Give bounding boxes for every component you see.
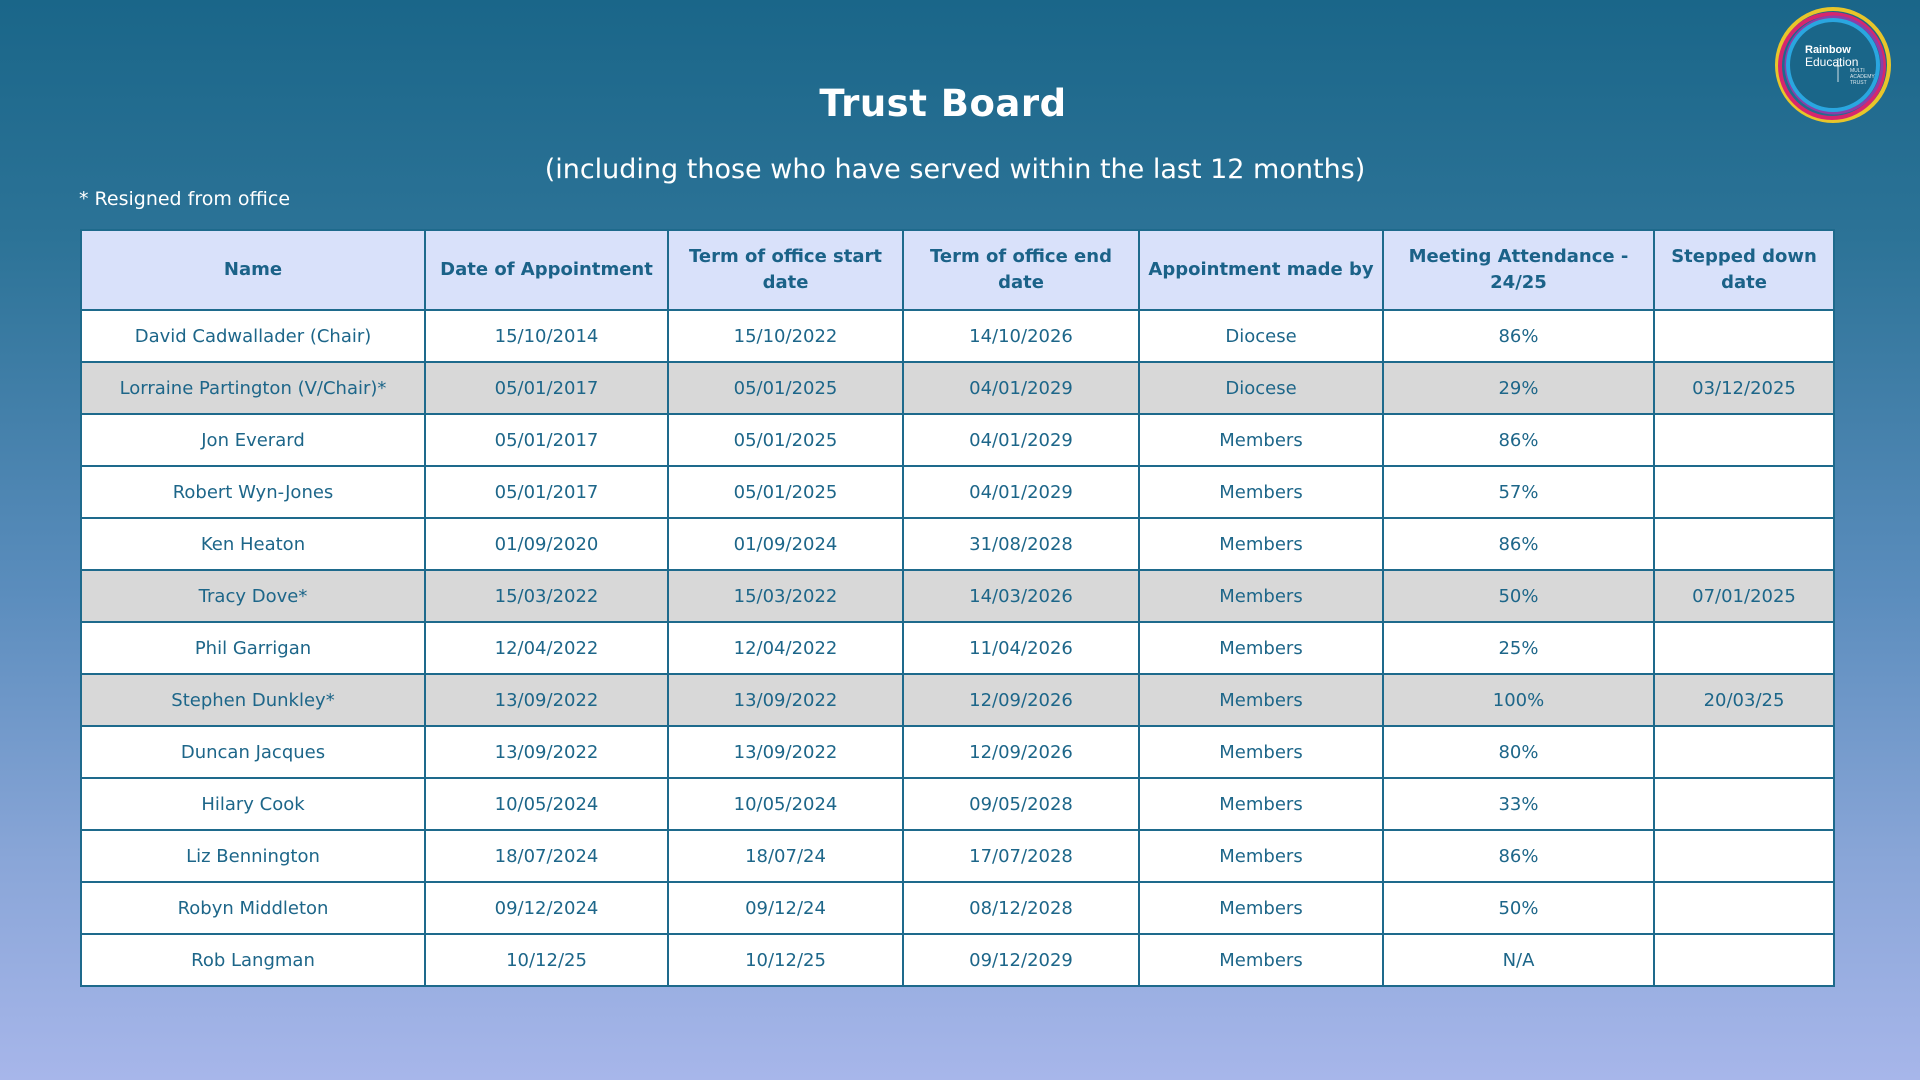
cell-appointed-by: Diocese [1139, 310, 1383, 362]
cell-name: Tracy Dove* [81, 570, 425, 622]
cell-name: Lorraine Partington (V/Chair)* [81, 362, 425, 414]
cell-attendance: 80% [1383, 726, 1654, 778]
cell-term-start: 18/07/24 [668, 830, 903, 882]
cell-term-end: 04/01/2029 [903, 414, 1139, 466]
table-row [81, 882, 1834, 934]
cell-attendance: 33% [1383, 778, 1654, 830]
cell-attendance: 25% [1383, 622, 1654, 674]
cell-stepped-down [1654, 882, 1834, 934]
cell-stepped-down [1654, 518, 1834, 570]
table-row [81, 518, 1834, 570]
cell-term-start: 12/04/2022 [668, 622, 903, 674]
table-row [81, 570, 1834, 622]
cell-term-start: 15/03/2022 [668, 570, 903, 622]
cell-appointed-by: Members [1139, 934, 1383, 986]
cell-stepped-down: 03/12/2025 [1654, 362, 1834, 414]
cell-stepped-down [1654, 778, 1834, 830]
cell-term-start: 05/01/2025 [668, 414, 903, 466]
table-row [81, 466, 1834, 518]
cell-stepped-down [1654, 622, 1834, 674]
table-row [81, 622, 1834, 674]
cell-term-end: 12/09/2026 [903, 726, 1139, 778]
cell-stepped-down [1654, 466, 1834, 518]
cell-date-of-appointment: 01/09/2020 [425, 518, 668, 570]
cell-term-end: 04/01/2029 [903, 362, 1139, 414]
cell-term-start: 05/01/2025 [668, 362, 903, 414]
logo-line-3b: ACADEMY [1850, 74, 1875, 80]
cell-term-start: 10/05/2024 [668, 778, 903, 830]
table-row [81, 674, 1834, 726]
column-header-name: Name [81, 230, 425, 310]
column-header-term-end: Term of office end date [903, 230, 1139, 310]
cell-term-start: 13/09/2022 [668, 674, 903, 726]
column-header-term-start: Term of office start date [668, 230, 903, 310]
cell-name: Hilary Cook [81, 778, 425, 830]
cell-date-of-appointment: 05/01/2017 [425, 362, 668, 414]
cell-attendance: 86% [1383, 518, 1654, 570]
table-row [81, 934, 1834, 986]
cell-name: Jon Everard [81, 414, 425, 466]
cell-date-of-appointment: 18/07/2024 [425, 830, 668, 882]
resigned-footnote: * Resigned from office [79, 188, 291, 210]
column-header-stepped-down: Stepped down date [1654, 230, 1834, 310]
cell-appointed-by: Members [1139, 570, 1383, 622]
cell-date-of-appointment: 05/01/2017 [425, 414, 668, 466]
table-body [81, 310, 1834, 986]
cell-attendance: 100% [1383, 674, 1654, 726]
cell-appointed-by: Members [1139, 674, 1383, 726]
cell-term-end: 12/09/2026 [903, 674, 1139, 726]
page-title: Trust Board [819, 82, 1067, 125]
cell-attendance: 86% [1383, 310, 1654, 362]
cell-appointed-by: Members [1139, 622, 1383, 674]
cell-date-of-appointment: 12/04/2022 [425, 622, 668, 674]
table-row [81, 726, 1834, 778]
cell-term-end: 11/04/2026 [903, 622, 1139, 674]
page-subtitle: (including those who have served within the last 12 months) [544, 154, 1366, 185]
cell-term-end: 14/03/2026 [903, 570, 1139, 622]
column-header-date-of-appointment: Date of Appointment [425, 230, 668, 310]
cell-attendance: 50% [1383, 882, 1654, 934]
cell-term-end: 31/08/2028 [903, 518, 1139, 570]
cell-term-start: 09/12/24 [668, 882, 903, 934]
cell-attendance: 57% [1383, 466, 1654, 518]
cell-date-of-appointment: 13/09/2022 [425, 726, 668, 778]
cell-term-end: 14/10/2026 [903, 310, 1139, 362]
cell-stepped-down [1654, 830, 1834, 882]
cell-date-of-appointment: 13/09/2022 [425, 674, 668, 726]
logo-line-3c: TRUST [1850, 80, 1867, 86]
cell-appointed-by: Diocese [1139, 362, 1383, 414]
cell-appointed-by: Members [1139, 518, 1383, 570]
cell-date-of-appointment: 15/03/2022 [425, 570, 668, 622]
logo-line-3a: MULTI [1850, 68, 1865, 74]
cell-term-start: 13/09/2022 [668, 726, 903, 778]
cell-date-of-appointment: 15/10/2014 [425, 310, 668, 362]
cell-attendance: 86% [1383, 830, 1654, 882]
cell-attendance: 86% [1383, 414, 1654, 466]
column-header-appointed-by: Appointment made by [1139, 230, 1383, 310]
cell-term-end: 09/12/2029 [903, 934, 1139, 986]
cell-date-of-appointment: 10/05/2024 [425, 778, 668, 830]
column-header-attendance: Meeting Attendance - 24/25 [1383, 230, 1654, 310]
cell-appointed-by: Members [1139, 882, 1383, 934]
cell-appointed-by: Members [1139, 830, 1383, 882]
cell-term-end: 04/01/2029 [903, 466, 1139, 518]
trust-board-table [80, 229, 1835, 987]
table-row [81, 778, 1834, 830]
cell-term-end: 08/12/2028 [903, 882, 1139, 934]
cell-stepped-down [1654, 934, 1834, 986]
cell-name: Stephen Dunkley* [81, 674, 425, 726]
cell-attendance: N/A [1383, 934, 1654, 986]
cell-attendance: 50% [1383, 570, 1654, 622]
cell-date-of-appointment: 10/12/25 [425, 934, 668, 986]
cell-appointed-by: Members [1139, 726, 1383, 778]
cell-stepped-down: 07/01/2025 [1654, 570, 1834, 622]
cell-stepped-down [1654, 726, 1834, 778]
cell-attendance: 29% [1383, 362, 1654, 414]
cell-term-start: 10/12/25 [668, 934, 903, 986]
cell-term-end: 17/07/2028 [903, 830, 1139, 882]
cell-name: Robyn Middleton [81, 882, 425, 934]
cell-stepped-down: 20/03/25 [1654, 674, 1834, 726]
cell-stepped-down [1654, 414, 1834, 466]
table-row [81, 830, 1834, 882]
logo-line-2: Education [1805, 55, 1859, 69]
cell-name: Ken Heaton [81, 518, 425, 570]
table-row [81, 362, 1834, 414]
cell-appointed-by: Members [1139, 466, 1383, 518]
cell-name: Duncan Jacques [81, 726, 425, 778]
cell-stepped-down [1654, 310, 1834, 362]
logo-text [1805, 44, 1875, 86]
cell-term-start: 15/10/2022 [668, 310, 903, 362]
cell-date-of-appointment: 05/01/2017 [425, 466, 668, 518]
logo-line-1: Rainbow [1805, 44, 1851, 56]
cell-name: Liz Bennington [81, 830, 425, 882]
cell-appointed-by: Members [1139, 778, 1383, 830]
cell-name: Rob Langman [81, 934, 425, 986]
cell-term-start: 05/01/2025 [668, 466, 903, 518]
table-row [81, 414, 1834, 466]
table-row [81, 310, 1834, 362]
cell-name: Robert Wyn-Jones [81, 466, 425, 518]
cell-date-of-appointment: 09/12/2024 [425, 882, 668, 934]
cell-term-end: 09/05/2028 [903, 778, 1139, 830]
cell-term-start: 01/09/2024 [668, 518, 903, 570]
cell-appointed-by: Members [1139, 414, 1383, 466]
cell-name: David Cadwallader (Chair) [81, 310, 425, 362]
table-header-row [81, 230, 1834, 310]
cell-name: Phil Garrigan [81, 622, 425, 674]
